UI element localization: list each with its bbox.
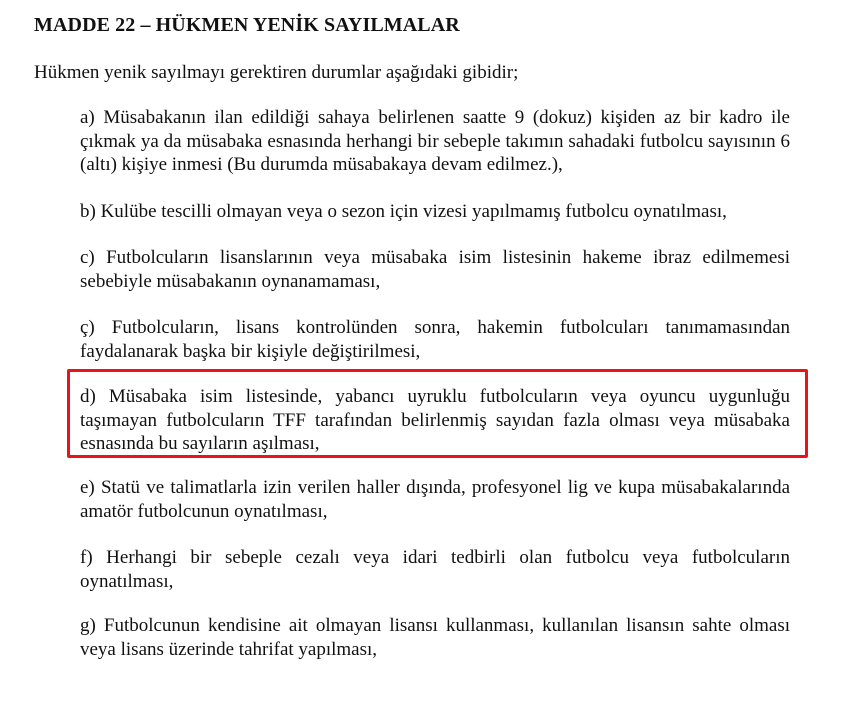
clause-e: e) Statü ve talimatlarla izin verilen haller dışında, profesyonel lig ve kupa müsabakalarında amatör futbolcunun oynatılması, <box>80 477 790 522</box>
clause-g: g) Futbolcunun kendisine ait olmayan lisansı kullanması, kullanılan lisansın sahte olması veya lisans üzerinde tahrifat yapılması, <box>80 615 790 660</box>
clause-c: c) Futbolcuların lisanslarının veya müsabaka isim listesinin hakeme ibraz edilmemesi sebebiyle müsabakanın oynanamaması, <box>80 247 790 292</box>
clause-b: b) Kulübe tescilli olmayan veya o sezon için vizesi yapılmamış futbolcu oynatılması, <box>80 201 727 222</box>
clause-c-cedilla: ç) Futbolcuların, lisans kontrolünden sonra, hakemin futbolcuları tanımamasından faydalanarak başka bir kişiyle değiştirilmesi, <box>80 317 790 362</box>
article-title: MADDE 22 – HÜKMEN YENİK SAYILMALAR <box>34 14 460 36</box>
article-intro: Hükmen yenik sayılmayı gerektiren durumlar aşağıdaki gibidir; <box>34 62 519 83</box>
clause-d: d) Müsabaka isim listesinde, yabancı uyruklu futbolcuların veya oyuncu uygunluğu taşımayan futbolcuların TFF tarafından belirlenmiş sayıdan fazla olması veya müsabaka esnasında bu sayıların aşılması, <box>80 386 790 454</box>
clause-a: a) Müsabakanın ilan edildiği sahaya belirlenen saatte 9 (dokuz) kişiden az bir kadro ile çıkmak ya da müsabaka esnasında herhangi bir sebeple takımın sahadaki futbolcu sayısının 6 (altı) kişiye inmesi (Bu durumda müsabakaya devam edilmez.), <box>80 107 790 175</box>
clause-f: f) Herhangi bir sebeple cezalı veya idari tedbirli olan futbolcu veya futbolcuların oynatılması, <box>80 547 790 592</box>
